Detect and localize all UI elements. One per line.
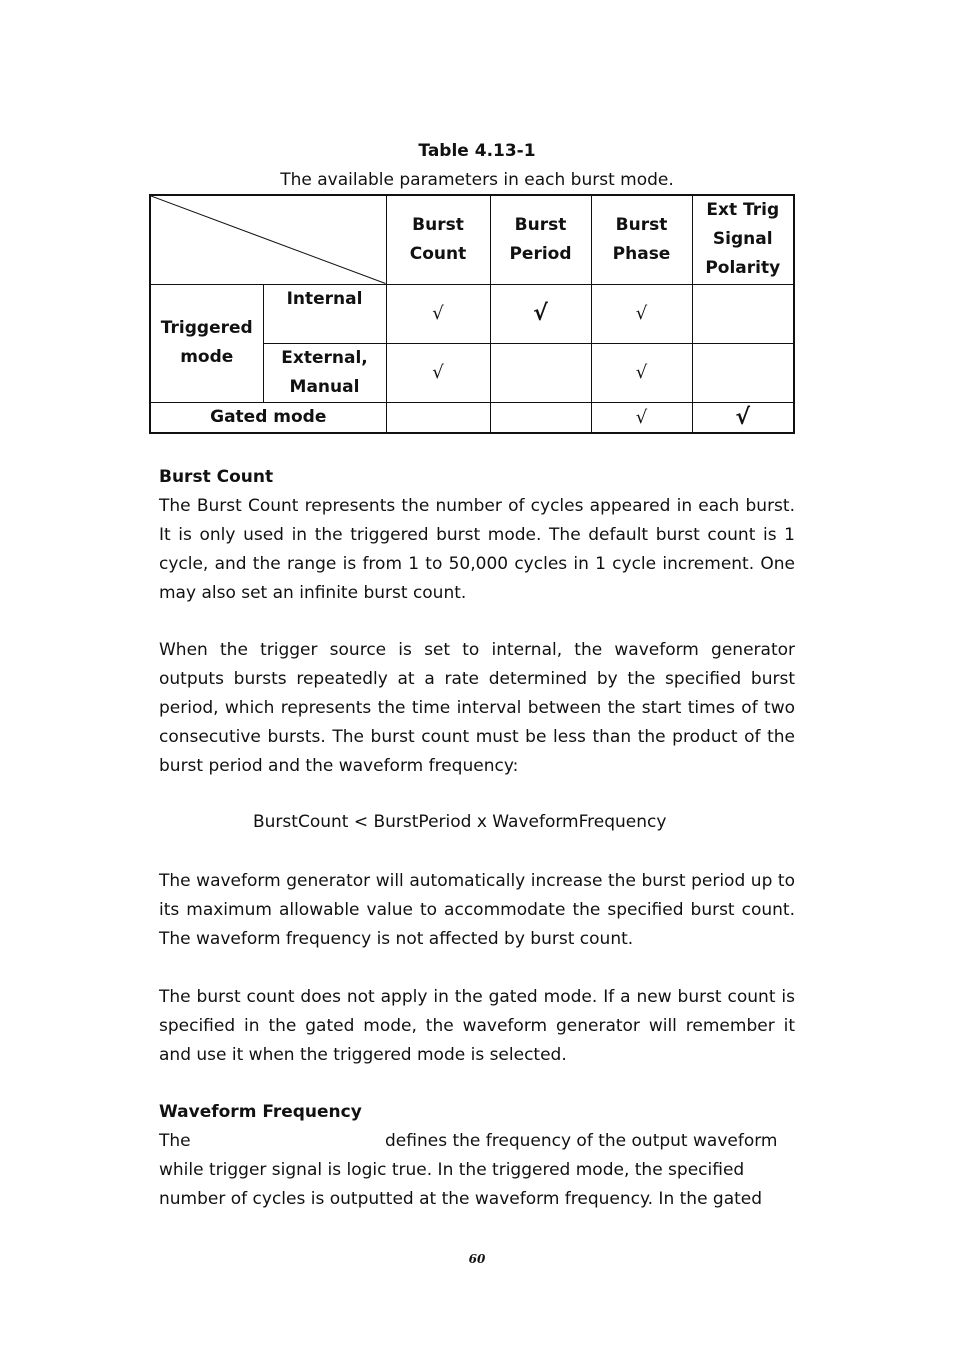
internal-label: Internal — [263, 284, 386, 343]
cell-gated-burst-count — [386, 402, 490, 433]
cell-external-ext-trig — [692, 343, 794, 402]
diagonal-header-cell — [150, 195, 386, 284]
page-number: 60 — [468, 1252, 486, 1266]
cell-gated-burst-phase: √ — [591, 402, 692, 433]
external-manual-label: External, Manual — [263, 343, 386, 402]
header-burst-period: Burst Period — [490, 195, 591, 284]
waveform-frequency-heading: Waveform Frequency — [159, 1102, 362, 1122]
burst-parameters-table — [149, 194, 795, 434]
cell-external-burst-period — [490, 343, 591, 402]
gated-mode-label: Gated mode — [150, 402, 386, 433]
table-subtitle: The available parameters in each burst mode. — [280, 170, 674, 190]
burst-count-paragraph-1: The Burst Count represents the number of cycles appeared in each burst. It is only used in the triggered burst mode. The default burst count is 1 cycle, and the range is from 1 to 50,000 cycles in 1 cycle increment. One may also set an infinite burst count. — [159, 496, 795, 603]
burst-count-heading: Burst Count — [159, 467, 274, 487]
waveform-line-1-start: The — [159, 1131, 191, 1151]
cell-external-burst-phase: √ — [591, 343, 692, 402]
table-row-internal — [150, 284, 794, 343]
waveform-line-1-end: defines the frequency of the output waveform — [385, 1131, 778, 1151]
cell-internal-burst-count: √ — [386, 284, 490, 343]
cell-internal-burst-period: √ — [490, 284, 591, 343]
burst-count-paragraph-3: The waveform generator will automatically increase the burst period up to its maximum allowable value to accommodate the specified burst count. The waveform frequency is not affected by burst count. — [159, 871, 795, 949]
cell-gated-ext-trig: √ — [692, 402, 794, 433]
diagonal-line — [151, 196, 386, 284]
burst-formula: BurstCount < BurstPeriod x WaveformFrequency — [253, 812, 667, 832]
cell-external-burst-count: √ — [386, 343, 490, 402]
burst-count-paragraph-2: When the trigger source is set to internal, the waveform generator outputs bursts repeatedly at a rate determined by the specified burst period, which represents the time interval between the start times of two consecutive bursts. The burst count must be less than the product of the burst period and the waveform frequency: — [159, 640, 795, 776]
header-burst-count: Burst Count — [386, 195, 490, 284]
header-ext-trig-polarity: Ext Trig Signal Polarity — [692, 195, 794, 284]
header-burst-phase: Burst Phase — [591, 195, 692, 284]
table-header-row — [150, 195, 794, 284]
cell-internal-burst-phase: √ — [591, 284, 692, 343]
waveform-line-3: number of cycles is outputted at the waveform frequency. In the gated — [159, 1189, 763, 1209]
cell-gated-burst-period — [490, 402, 591, 433]
waveform-line-2: while trigger signal is logic true. In the triggered mode, the specified — [159, 1160, 745, 1180]
table-title: Table 4.13-1 — [418, 141, 536, 161]
cell-internal-ext-trig — [692, 284, 794, 343]
table-row-gated — [150, 402, 794, 433]
burst-count-paragraph-4: The burst count does not apply in the gated mode. If a new burst count is specified in the gated mode, the waveform generator will remember it and use it when the triggered mode is selected. — [159, 987, 795, 1065]
triggered-mode-label: Triggered mode — [150, 284, 263, 402]
